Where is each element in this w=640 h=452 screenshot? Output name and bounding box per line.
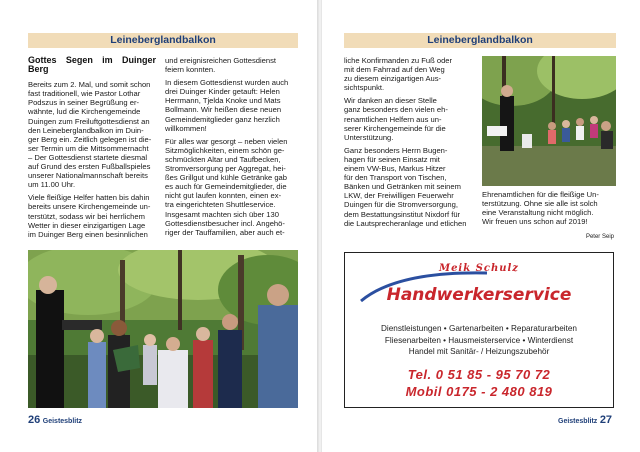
- article-column-2: [165, 56, 297, 241]
- photo-credit: Peter Seip: [585, 234, 614, 240]
- ad-services-line: Fliesenarbeiten • Hausmeisterservice • Winterdienst: [384, 335, 574, 345]
- advertisement: [344, 252, 614, 408]
- ad-services: [345, 323, 613, 358]
- article-title: Gottes Segen im Duinger Berg: [28, 55, 156, 75]
- paragraph: Bereits zum 2. Mal, und somit schon fast traditionell, wie Pastor Lothar Podszus in seiner Begrüßung er- wähnte, lud die Kirchengemeinde Duingen zum Freiluftgottesdienst an den Leineberglandbalkon im Duin- ger Berg ein. Zeitlich gelegen ist die- ser Termin um die Mittsommernacht – Der Gottesdienst startete diesmal auf Grund des ersten Fußballspieles unserer Nationalmannschaft bereits um 11.00 Uhr.: [28, 80, 152, 190]
- paragraph: Viele fleißige Helfer hatten bis dahin bereits unsere Kirchengemeinde un- terstützt, sodass wir bei herrlichem Wetter in dieser einzigartigen Lage im Duinger Berg einen besinnlichen: [28, 193, 151, 239]
- magazine-name: Geistesblitz: [42, 418, 83, 425]
- forest-service-image: [28, 250, 298, 408]
- ad-contact: [345, 366, 613, 400]
- ad-business-name: Handwerkerservice: [386, 285, 572, 305]
- outdoor-congregation-image: [482, 56, 616, 186]
- paragraph: und ereignisreichen Gottesdienst feiern konnten.: [165, 56, 277, 75]
- section-header: Leineberglandbalkon: [344, 33, 616, 48]
- paragraph: Ganz besonders Herrn Bugen- hagen für seinen Einsatz mit einem VW-Bus, Markus Hitzer für den Transport von Tischen, Bänken und Getränken mit seinem LKW, der Freiwilligen Feuerwehr Duingen für die Stromversorgung, dem Bestattungsinstitut Nixdorf für die Lautsprecheranlage und etlichen: [344, 145, 467, 228]
- ad-services-line: Handel mit Sanitär- / Heizungszubehör: [408, 347, 550, 356]
- page-number: 27: [599, 414, 613, 426]
- worship-photo: [28, 250, 298, 408]
- ad-mobile: Mobil 0175 - 2 480 819: [405, 384, 553, 399]
- left-page: [0, 0, 318, 452]
- paragraph: Für alles war gesorgt – neben vielen Sitzmöglichkeiten, einem schön ge- schmückten Altar und Taufbecken, Stromversorgung per Aggregat, hei- ßes Grillgut und kühle Getränke gab es auch für Gemeindemitglieder, die nicht gut laufen konnten, einen ex- tra eingerichteten Shuttleservice. Insgesamt machten sich über 130 Gottesdienstbesucher incl. Angehö- riger der Tauffamilien, aber auch et-: [165, 136, 288, 237]
- right-page: [322, 0, 640, 452]
- magazine-name: Geistesblitz: [558, 418, 598, 425]
- article-column-1: [344, 56, 474, 232]
- article-column-1: [28, 56, 156, 243]
- article-column-2: [482, 190, 616, 230]
- page-folio: [558, 414, 612, 426]
- congregation-photo: [482, 56, 616, 186]
- ad-owner-name: Meik Schulz: [439, 263, 519, 274]
- page-folio: [28, 414, 82, 426]
- ad-services-line: Dienstleistungen • Gartenarbeiten • Reparaturarbeiten: [381, 324, 577, 333]
- paragraph: Ehrenamtlichen für die fleißige Un- terstützung. Ohne sie alle ist solch eine Veranstaltung nicht möglich. Wir freuen uns schon auf 2019!: [482, 190, 599, 227]
- paragraph: Wir danken an dieser Stelle ganz besonders den vielen eh- renamtlichen Helfern aus un- serer Kirchengemeinde für die Unterstützung.: [344, 96, 448, 142]
- paragraph: liche Konfirmanden zu Fuß oder mit dem Fahrrad auf den Weg zu diesem einzigartigen Aus- sichtspunkt.: [344, 56, 453, 93]
- ad-telephone: Tel. 0 51 85 - 95 70 72: [407, 367, 551, 382]
- paragraph: In diesem Gottesdienst wurden auch drei Duinger Kinder getauft: Helen Herrmann, Tjelda Knoke und Mats Bollmann. Wir heißen diese neuen Gemeindemitglieder ganz herzlich willkommen!: [165, 78, 289, 133]
- page-number: 26: [28, 414, 41, 426]
- section-header: Leineberglandbalkon: [28, 33, 298, 48]
